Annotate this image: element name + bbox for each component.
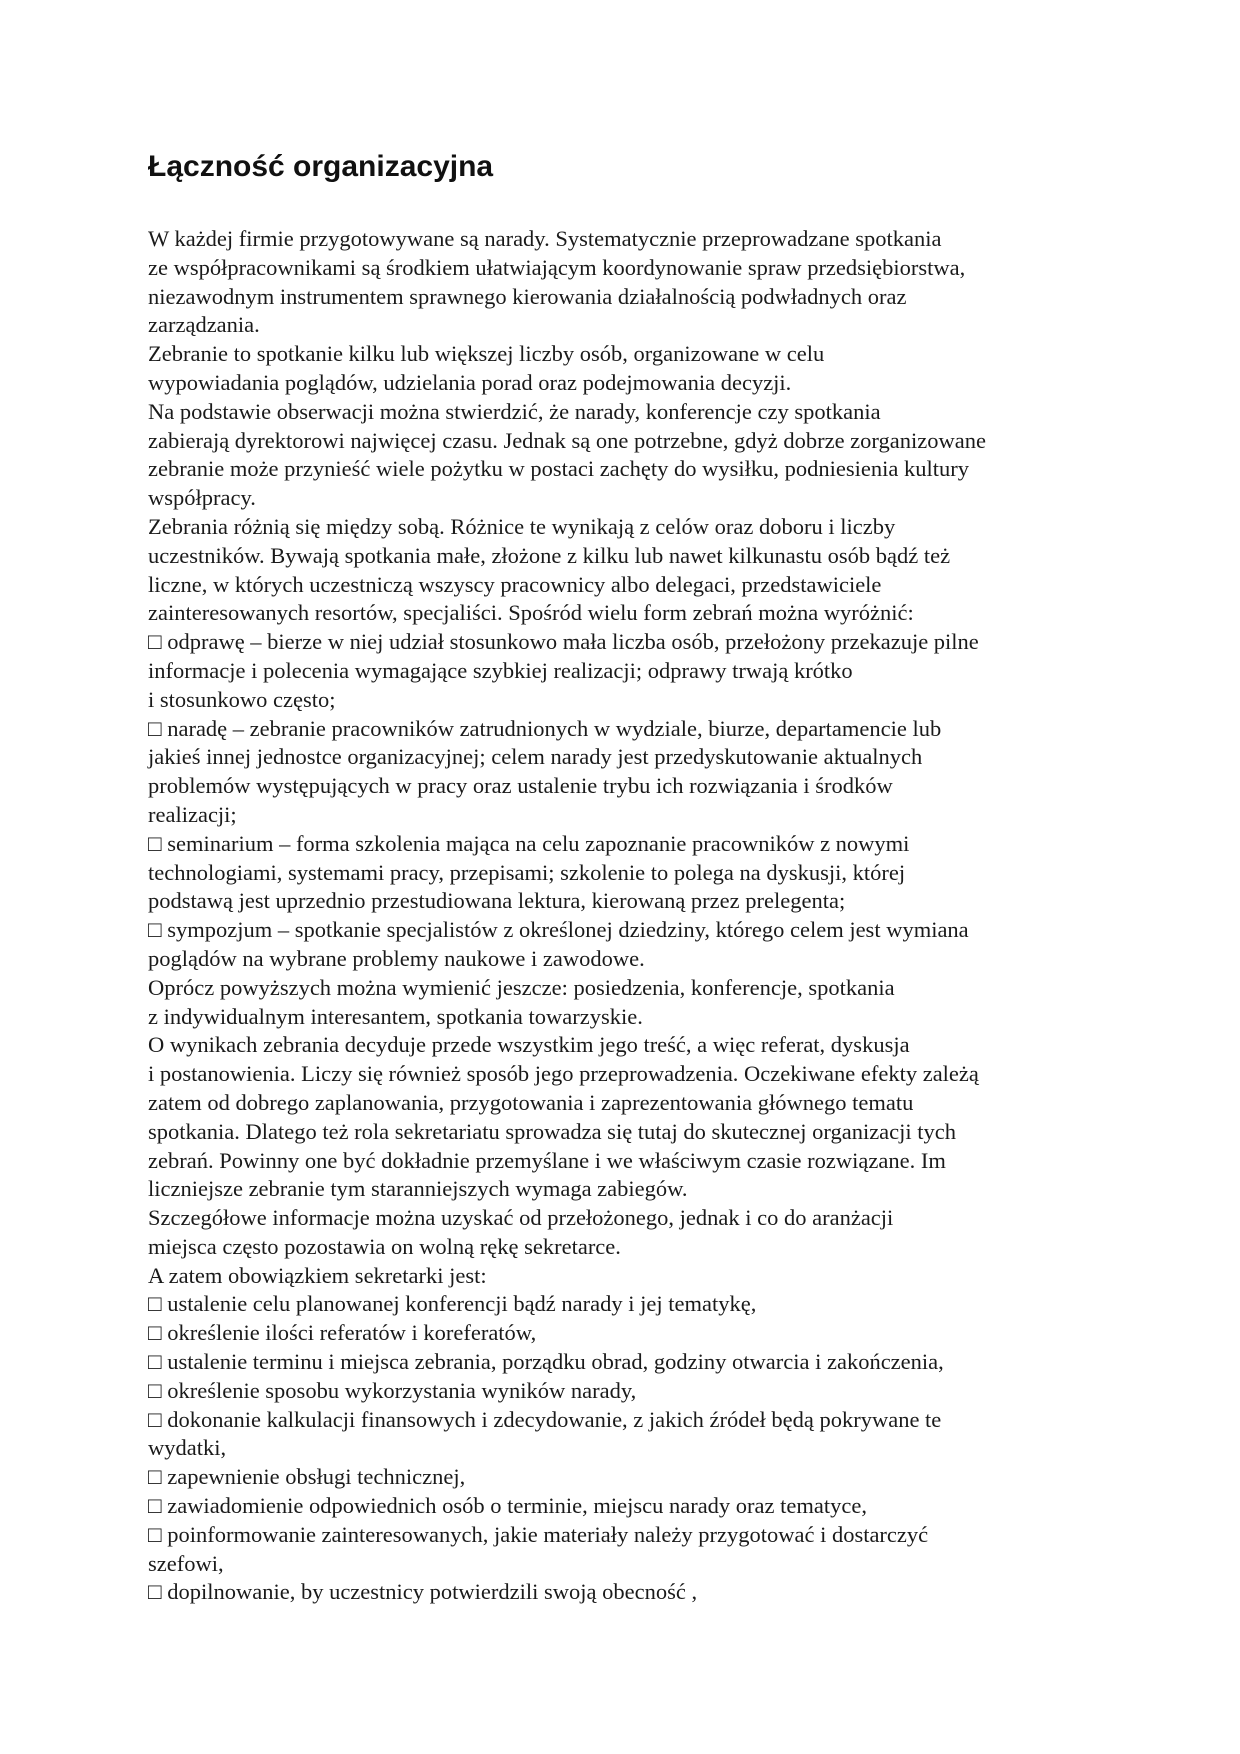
text-line: wypowiadania poglądów, udzielania porad oraz podejmowania decyzji. [148, 369, 792, 395]
text-line: zebrań. Powinny one być dokładnie przemyślane i we właściwym czasie rozwiązane. Im [148, 1147, 946, 1173]
text-line: technologiami, systemami pracy, przepisami; szkolenie to polega na dyskusji, której [148, 859, 906, 885]
text-line: uczestników. Bywają spotkania małe, złożone z kilku lub nawet kilkunastu osób bądź też [148, 542, 951, 568]
text-line: i postanowienia. Liczy się również sposób jego przeprowadzenia. Oczekiwane efekty zależą [148, 1061, 979, 1087]
text-line: Oprócz powyższych można wymienić jeszcze: posiedzenia, konferencje, spotkania [148, 974, 895, 1000]
text-line: O wynikach zebrania decyduje przede wszystkim jego treść, a więc referat, dyskusja [148, 1032, 910, 1058]
text-line: realizacji; [148, 801, 237, 827]
text-line: □ określenie ilości referatów i koreferatów, [148, 1320, 537, 1346]
text-line: i stosunkowo często; [148, 686, 336, 712]
text-line: zebranie może przynieść wiele pożytku w postaci zachęty do wysiłku, podniesienia kultury [148, 456, 969, 482]
text-line: wydatki, [148, 1435, 227, 1461]
text-line: ze współpracownikami są środkiem ułatwiającym koordynowanie spraw przedsiębiorstwa, [148, 254, 966, 280]
document-body [148, 225, 1148, 1607]
text-line: Na podstawie obserwacji można stwierdzić, że narady, konferencje czy spotkania [148, 398, 881, 424]
text-line: poglądów na wybrane problemy naukowe i zawodowe. [148, 945, 645, 971]
page-title: Łączność organizacyjna [148, 150, 494, 183]
text-line: liczne, w których uczestniczą wszyscy pracownicy albo delegaci, przedstawiciele [148, 571, 882, 597]
text-line: jakieś innej jednostce organizacyjnej; celem narady jest przedyskutowanie aktualnych [148, 744, 923, 770]
text-line: szefowi, [148, 1550, 224, 1576]
text-line: informacje i polecenia wymagające szybkiej realizacji; odprawy trwają krótko [148, 657, 853, 683]
text-line: □ dokonanie kalkulacji finansowych i zdecydowanie, z jakich źródeł będą pokrywane te [148, 1406, 942, 1432]
text-line: A zatem obowiązkiem sekretarki jest: [148, 1262, 487, 1288]
text-line: Zebranie to spotkanie kilku lub większej liczby osób, organizowane w celu [148, 341, 825, 367]
text-line: miejsca często pozostawia on wolną rękę sekretarce. [148, 1233, 621, 1259]
text-line: □ seminarium – forma szkolenia mająca na celu zapoznanie pracowników z nowymi [148, 830, 910, 856]
text-line: □ ustalenie celu planowanej konferencji bądź narady i jej tematykę, [148, 1291, 757, 1317]
text-line: □ poinformowanie zainteresowanych, jakie materiały należy przygotować i dostarczyć [148, 1521, 929, 1547]
text-line: □ zawiadomienie odpowiednich osób o terminie, miejscu narady oraz tematyce, [148, 1493, 867, 1519]
text-line: zabierają dyrektorowi najwięcej czasu. Jednak są one potrzebne, gdyż dobrze zorganizowane [148, 427, 986, 453]
text-line: spotkania. Dlatego też rola sekretariatu sprowadza się tutaj do skutecznej organizacji tych [148, 1118, 957, 1144]
text-line: Zebrania różnią się między sobą. Różnice te wynikają z celów oraz doboru i liczby [148, 513, 896, 539]
text-line: □ naradę – zebranie pracowników zatrudnionych w wydziale, biurze, departamencie lub [148, 715, 942, 741]
text-line: problemów występujących w pracy oraz ustalenie trybu ich rozwiązania i środków [148, 773, 893, 799]
text-line: □ zapewnienie obsługi technicznej, [148, 1464, 466, 1490]
text-line: W każdej firmie przygotowywane są narady. Systematycznie przeprowadzane spotkania [148, 226, 942, 251]
text-line: □ ustalenie terminu i miejsca zebrania, porządku obrad, godziny otwarcia i zakończenia, [148, 1349, 944, 1375]
text-line: niezawodnym instrumentem sprawnego kierowania działalnością podwładnych oraz [148, 283, 907, 309]
text-line: podstawą jest uprzednio przestudiowana lektura, kierowaną przez prelegenta; [148, 888, 846, 914]
text-line: zainteresowanych resortów, specjaliści. Spośród wielu form zebrań można wyróżnić: [148, 600, 914, 626]
text-line: □ dopilnowanie, by uczestnicy potwierdzili swoją obecność , [148, 1579, 698, 1605]
text-line: współpracy. [148, 485, 256, 511]
text-line: Szczegółowe informacje można uzyskać od przełożonego, jednak i co do aranżacji [148, 1205, 894, 1231]
text-line: □ sympozjum – spotkanie specjalistów z określonej dziedziny, którego celem jest wymiana [148, 917, 969, 943]
text-line: zatem od dobrego zaplanowania, przygotowania i zaprezentowania głównego tematu [148, 1089, 914, 1115]
text-line: liczniejsze zebranie tym staranniejszych wymaga zabiegów. [148, 1176, 688, 1202]
text-line: □ określenie sposobu wykorzystania wyników narady, [148, 1377, 637, 1403]
text-line: zarządzania. [148, 312, 260, 338]
text-line: □ odprawę – bierze w niej udział stosunkowo mała liczba osób, przełożony przekazuje pilne [148, 629, 979, 655]
text-line: z indywidualnym interesantem, spotkania towarzyskie. [148, 1003, 643, 1029]
